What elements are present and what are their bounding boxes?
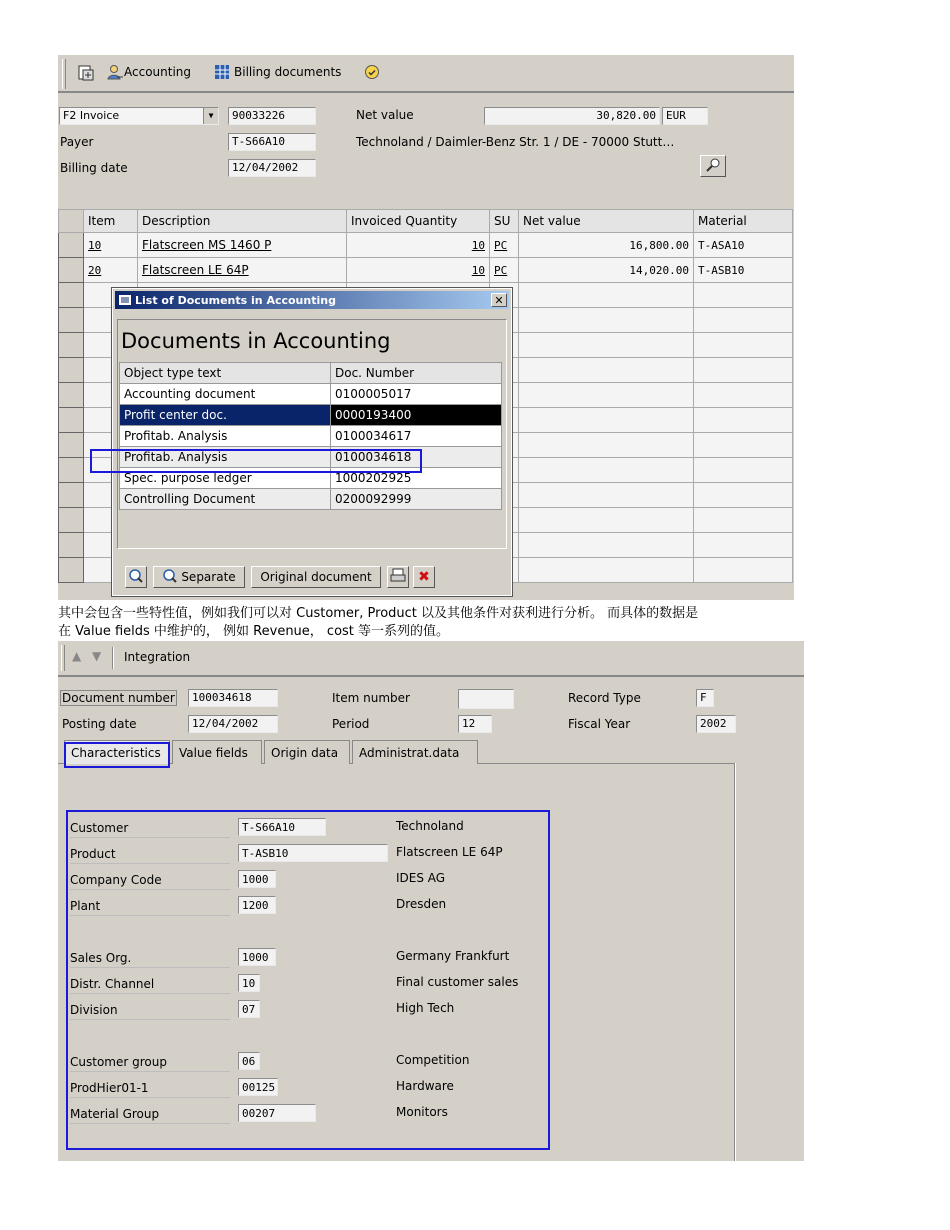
accounting-documents-dialog bbox=[112, 288, 512, 596]
characteristic-label: Customer group bbox=[70, 1052, 230, 1072]
toolbar-separator bbox=[112, 647, 114, 669]
characteristic-label: Material Group bbox=[70, 1104, 230, 1124]
col-material: Material bbox=[694, 210, 793, 233]
currency-field: EUR bbox=[662, 107, 708, 125]
previous-icon[interactable]: ▲ bbox=[72, 649, 82, 663]
highlight-box bbox=[90, 449, 422, 473]
table-row[interactable]: 20 Flatscreen LE 64P 10 PC 14,020.00 T-ASB10 bbox=[59, 258, 793, 283]
table-row[interactable]: 10 Flatscreen MS 1460 P 10 PC 16,800.00 T-ASA10 bbox=[59, 233, 793, 258]
characteristic-label: Plant bbox=[70, 896, 230, 916]
toolbar-grip bbox=[61, 645, 65, 671]
characteristic-value: T-ASB10 bbox=[238, 844, 388, 862]
person-icon bbox=[106, 64, 124, 80]
fiscal-year-field: 2002 bbox=[696, 715, 736, 733]
magnifier-icon bbox=[162, 568, 178, 587]
dialog-table-header: Object type text Doc. Number bbox=[120, 363, 502, 384]
list-icon bbox=[119, 294, 131, 306]
accounting-button[interactable] bbox=[106, 64, 191, 80]
tab-characteristics[interactable]: Characteristics bbox=[64, 740, 170, 764]
original-document-button[interactable]: Original document bbox=[251, 566, 381, 588]
explanation-line-2: 在 Value fields 中维护的， 例如 Revenue， cost 等一系列的值。 bbox=[58, 624, 450, 639]
dialog-row[interactable]: Accounting document 0100005017 bbox=[120, 384, 502, 405]
characteristic-label: Customer bbox=[70, 818, 230, 838]
characteristic-label: Division bbox=[70, 1000, 230, 1020]
col-item: Item bbox=[84, 210, 138, 233]
characteristic-value: 10 bbox=[238, 974, 260, 992]
billing-document-number: 90033226 bbox=[228, 107, 316, 125]
document-type-dropdown[interactable]: F2 Invoice ▼ bbox=[59, 107, 219, 125]
next-icon[interactable]: ▼ bbox=[92, 649, 102, 663]
record-type-label: Record Type bbox=[568, 691, 641, 705]
col-description: Description bbox=[138, 210, 347, 233]
billing-documents-button[interactable] bbox=[214, 64, 341, 80]
payer-field: T-S66A10 bbox=[228, 133, 316, 151]
fiscal-year-label: Fiscal Year bbox=[568, 717, 631, 731]
close-icon[interactable]: ✕ bbox=[491, 293, 507, 307]
integration-toolbar bbox=[58, 641, 804, 677]
characteristic-value: 1200 bbox=[238, 896, 276, 914]
integration-button[interactable]: Integration bbox=[124, 650, 191, 664]
toolbar-grip bbox=[62, 59, 66, 89]
partner-details-button[interactable] bbox=[700, 155, 726, 177]
posting-date-label: Posting date bbox=[62, 717, 137, 731]
characteristic-value: 07 bbox=[238, 1000, 260, 1018]
net-value-field: 30,820.00 bbox=[484, 107, 660, 125]
row-selector[interactable] bbox=[59, 233, 84, 258]
characteristic-description: High Tech bbox=[396, 1001, 455, 1015]
dialog-row[interactable]: Profitab. Analysis 0100034618 bbox=[120, 447, 502, 468]
billing-date-field: 12/04/2002 bbox=[228, 159, 316, 177]
magnifier-icon bbox=[705, 157, 721, 176]
characteristic-description: Dresden bbox=[396, 897, 447, 911]
close-icon: ✖ bbox=[418, 569, 430, 585]
item-number-label: Item number bbox=[332, 691, 410, 705]
period-field: 12 bbox=[458, 715, 492, 733]
period-label: Period bbox=[332, 717, 370, 731]
document-number-field: 100034618 bbox=[188, 689, 278, 707]
printer-icon bbox=[390, 568, 406, 587]
payer-label: Payer bbox=[60, 135, 94, 149]
chevron-down-icon[interactable]: ▼ bbox=[203, 108, 218, 124]
tab-value-fields[interactable]: Value fields bbox=[172, 740, 262, 764]
table-header-row bbox=[59, 210, 793, 233]
tab-origin-data[interactable]: Origin data bbox=[264, 740, 350, 764]
document-number-label: Document number bbox=[62, 691, 175, 705]
dialog-titlebar bbox=[115, 291, 509, 309]
characteristic-description: Final customer sales bbox=[396, 975, 519, 989]
payer-address: Technoland / Daimler-Benz Str. 1 / DE - 70000 Stutt… bbox=[356, 135, 675, 149]
characteristic-label: Product bbox=[70, 844, 230, 864]
characteristic-value: 00125 bbox=[238, 1078, 278, 1096]
posting-date-field: 12/04/2002 bbox=[188, 715, 278, 733]
separate-button[interactable]: Separate bbox=[153, 566, 245, 588]
col-su: SU bbox=[490, 210, 519, 233]
row-selector[interactable] bbox=[59, 258, 84, 283]
characteristic-value: 06 bbox=[238, 1052, 260, 1070]
col-quantity: Invoiced Quantity bbox=[347, 210, 490, 233]
choose-button[interactable] bbox=[125, 566, 147, 588]
select-all-cell[interactable] bbox=[59, 210, 84, 233]
col-net-value: Net value bbox=[519, 210, 694, 233]
net-value-label: Net value bbox=[356, 108, 414, 122]
display-document-icon[interactable] bbox=[78, 65, 94, 81]
dialog-heading: Documents in Accounting bbox=[121, 329, 391, 353]
characteristic-label: Distr. Channel bbox=[70, 974, 230, 994]
billing-documents-label: Billing documents bbox=[234, 65, 342, 79]
dialog-row[interactable]: Spec. purpose ledger 1000202925 bbox=[120, 468, 502, 489]
dialog-row[interactable]: Profitab. Analysis 0100034617 bbox=[120, 426, 502, 447]
characteristics-highlight-box bbox=[66, 810, 550, 1150]
application-toolbar bbox=[58, 55, 794, 93]
characteristic-description: Competition bbox=[396, 1053, 470, 1067]
item-number-field bbox=[458, 689, 514, 709]
services-icon[interactable] bbox=[364, 64, 380, 80]
print-button[interactable] bbox=[387, 566, 409, 588]
tab-highlight-box bbox=[64, 742, 170, 768]
characteristic-label: Sales Org. bbox=[70, 948, 230, 968]
characteristic-description: Monitors bbox=[396, 1105, 448, 1119]
tab-administrat-data[interactable]: Administrat.data bbox=[352, 740, 478, 764]
dialog-row[interactable]: Controlling Document 0200092999 bbox=[120, 489, 502, 510]
characteristic-value: 1000 bbox=[238, 948, 276, 966]
characteristic-description: Flatscreen LE 64P bbox=[396, 845, 503, 859]
explanation-line-1: 其中会包含一些特性值，例如我们可以对 Customer, Product 以及其他条件对获利进行分析。 而具体的数据是 bbox=[58, 606, 699, 621]
cancel-button[interactable] bbox=[413, 566, 435, 588]
characteristic-description: Hardware bbox=[396, 1079, 454, 1093]
tab-content-border bbox=[734, 763, 736, 1161]
record-type-field: F bbox=[696, 689, 714, 707]
billing-date-label: Billing date bbox=[60, 161, 128, 175]
characteristic-value: T-S66A10 bbox=[238, 818, 326, 836]
characteristic-value: 00207 bbox=[238, 1104, 316, 1122]
characteristic-description: Germany Frankfurt bbox=[396, 949, 510, 963]
accounting-documents-table bbox=[119, 362, 502, 510]
characteristic-label: ProdHier01-1 bbox=[70, 1078, 230, 1098]
characteristic-description: IDES AG bbox=[396, 871, 446, 885]
characteristic-value: 1000 bbox=[238, 870, 276, 888]
dialog-row-selected[interactable]: Profit center doc. 0000193400 bbox=[120, 405, 502, 426]
characteristic-description: Technoland bbox=[396, 819, 464, 833]
document-flow-icon bbox=[214, 64, 232, 80]
accounting-label: Accounting bbox=[124, 65, 192, 79]
dialog-title: List of Documents in Accounting bbox=[135, 293, 336, 307]
characteristic-label: Company Code bbox=[70, 870, 230, 890]
choose-icon bbox=[128, 568, 144, 587]
